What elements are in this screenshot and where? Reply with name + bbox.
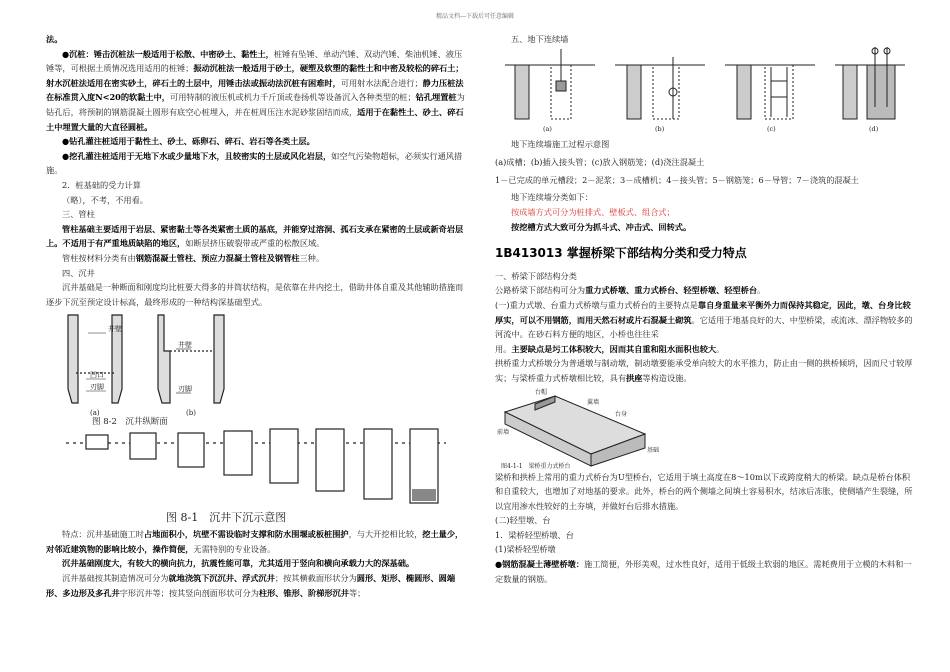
label-recess: 凹口 xyxy=(90,371,104,380)
paragraph: 法。 xyxy=(46,34,63,44)
label-a: (a) xyxy=(90,409,100,418)
paragraph: 沉井基础是一种断面和刚度均比桩要大得多的井筒状结构，是依靠在井内挖土，借助井体自重及其他辅助措施而逐步下沉至预定设计标高，最终形成的一种结构深基础型式。 xyxy=(46,282,464,307)
paragraph: 2．桩基础的受力计算 xyxy=(62,179,141,190)
label-knife-a: 刃脚 xyxy=(90,383,104,392)
subheading: 三、管柱 xyxy=(62,209,95,220)
label-knife-b: 刃脚 xyxy=(178,385,192,394)
paragraph: 沉井基础刚度大，有较大的横向抗力，抗震性能可靠，尤其适用于竖向和横向承载力大的深基础。 xyxy=(62,558,415,569)
paragraph-sinking-piles: ●沉桩：锤击沉桩法一般适用于松散、中密砂土、黏性土，桩锤有坠锤、单动汽锤、双动汽锤、柴油机锤、液压锤等，可根据土质情况选用适用的桩锤；振动沉桩法一般适用于砂土，硬塑及软塑的黏性土和中密及较松的碎石土；射水沉桩法适用在密实砂土，碎石土的土层中，用锤击法或振动法沉桩有困难时，可用射水法配合进行；静力压桩法在标准贯入度N<20的软黏土中，可用特制的液压机或机力千斤顶或卷扬机等设备沉入各种类型的桩；钻孔埋置桩为钻孔后，将预制的钢筋混凝土圆形有底空心桩埋入，并在桩周压注水泥砂浆固结而成，适用于在黏性土、砂土、碎石土中埋置大量的大直径圆桩。 xyxy=(46,48,465,132)
figure-caption: 图4-1-1 梁桥重力式桥台 xyxy=(501,462,571,470)
subheading: (1)梁桥轻型桥墩 xyxy=(495,544,556,555)
label-b: (b) xyxy=(655,124,665,133)
paragraph: 特点：沉井基础施工时占地面积小，坑壁不需设临时支撑和防水围堰或板桩围护，与大开挖相比较，挖土量少，对邻近建筑物的影响比较小，操作简便，无需特别的专业设备。 xyxy=(46,529,464,554)
left-column xyxy=(46,32,466,600)
paragraph: 梁桥和拱桥上常用的重力式桥台为U型桥台，它适用于填土高度在8～10m以下或跨度稍大的桥梁。缺点是桥台体积和自重较大，也增加了对地基的要求。此外，桥台的两个侧墙之间填土容易积水，结冰后冻胀，使侧墙产生裂缝，所以宜用渗水性较好的土夯填，并做好台后排水措施。 xyxy=(495,471,913,511)
paragraph: 地下连续墙分类如下： xyxy=(511,192,593,203)
label-body: 台身 xyxy=(615,410,628,418)
subheading: 五、地下连续墙 xyxy=(511,34,569,44)
paragraph: ●钢筋混凝土薄壁桥墩：施工简便，外形美观，过水性良好，适用于低级土软弱的地区。需耗费用于立模的木料和一定数量的钢筋。 xyxy=(495,559,912,584)
caisson-section-figure xyxy=(46,311,466,427)
label-d: (d) xyxy=(869,124,879,133)
label-coping: 台帽 xyxy=(535,388,548,396)
label-c: (c) xyxy=(767,124,776,133)
figure-caption: 地下连续墙施工过程示意图 xyxy=(511,138,610,149)
paragraph-highlight: 按成墙方式可分为桩排式、壁板式、组合式； xyxy=(511,206,675,217)
legend-line: (a)成槽；(b)插入接头管；(c)放入钢筋笼；(d)浇注混凝土 xyxy=(495,157,705,168)
paragraph: 管柱基础主要适用于岩层、紧密黏土等各类紧密土质的基底，并能穿过溶洞、孤石支承在紧密的土层或新奇岩层上。不适用于有严重地质缺陷的地区，如断层挤压破裂带或严重的松散区域。 xyxy=(46,223,464,249)
abutment-figure xyxy=(495,386,913,470)
paragraph: ●挖孔灌注桩适用于无地下水或少量地下水，且较密实的土层或风化岩层，如空气污染物超标，必须实行通风措施。 xyxy=(46,150,463,176)
label-a: (a) xyxy=(543,124,552,133)
subheading: 一、桥梁下部结构分类 xyxy=(495,270,577,281)
section-title: 1B413013 掌握桥梁下部结构分类和受力特点 xyxy=(495,246,747,261)
paragraph: (一)重力式墩、台重力式桥墩与重力式桥台的主要特点是靠自身重量来平衡外力而保持其稳定，因此，墩、台身比较厚实，可以不用钢筋，而用天然石材或片石混凝土砌筑。它适用于地基良好的大、中型桥梁，或流冰、漂浮物较多的河流中。在砂石料方便的地区，小桥也往往采 xyxy=(495,299,913,340)
paragraph: 用。主要缺点是圬工体积较大，因而其自重和阻水面积也较大。 xyxy=(495,343,725,354)
label-base: 基础 xyxy=(647,446,660,454)
label-b: (b) xyxy=(186,409,196,418)
paragraph: 沉井基础按其制造情况可分为就地浇筑下沉沉井、浮式沉井；按其横截面形状分为圆形、矩形、椭圆形、圆端形、多边形及多孔井字形沉井等；按其竖向剖面形状可分为柱形、锥形、阶梯形沉井等； xyxy=(46,573,456,598)
subheading: 1．梁桥轻型桥墩、台 xyxy=(495,529,574,540)
paragraph: ●钻孔灌注桩适用于黏性土、砂土、砾卵石、碎石、岩石等各类土层。 xyxy=(62,136,315,147)
paragraph: 拱桥重力式桥墩分为普通墩与制动墩，制动墩要能承受单向较大的水平推力，防止由一侧的拱桥倾坍，因而尺寸较厚实；与梁桥重力式桥墩相比较，具有拱座等构造设施。 xyxy=(495,358,913,383)
subheading: 四、沉井 xyxy=(62,267,95,278)
label-well-wall-a: 井壁 xyxy=(108,325,122,334)
right-column xyxy=(495,32,913,586)
paragraph: 公路桥梁下部结构可分为重力式桥墩、重力式桥台、轻型桥墩、轻型桥台。 xyxy=(495,285,766,296)
caisson-sinking-figure xyxy=(46,427,466,527)
legend-line: 1－已完成的单元槽段；2－泥浆；3－成槽机；4－接头管；5－钢筋笼；6－导管；7－浇筑的混凝土 xyxy=(495,174,859,185)
paragraph: 管柱按材料分类有由钢筋混凝土管柱、预应力混凝土管柱及钢管柱三种。 xyxy=(62,252,325,263)
paragraph: （略），不考，不用看。 xyxy=(62,194,148,205)
figure-caption: 图 8-2 沉井纵断面 xyxy=(92,417,168,428)
figure-caption: 图 8-1 沉井下沉示意图 xyxy=(166,511,287,525)
label-front: 前墙 xyxy=(497,428,510,436)
paragraph: 按挖槽方式大致可分为抓斗式、冲击式、回转式。 xyxy=(511,221,692,232)
subheading: (二)轻型墩、台 xyxy=(495,515,551,526)
label-wing: 翼墙 xyxy=(587,398,600,406)
page-header: 精品文档---下载后可任意编辑 xyxy=(435,13,515,20)
diaphragm-wall-figure xyxy=(495,47,913,137)
label-well-wall-b: 井壁 xyxy=(178,341,192,350)
